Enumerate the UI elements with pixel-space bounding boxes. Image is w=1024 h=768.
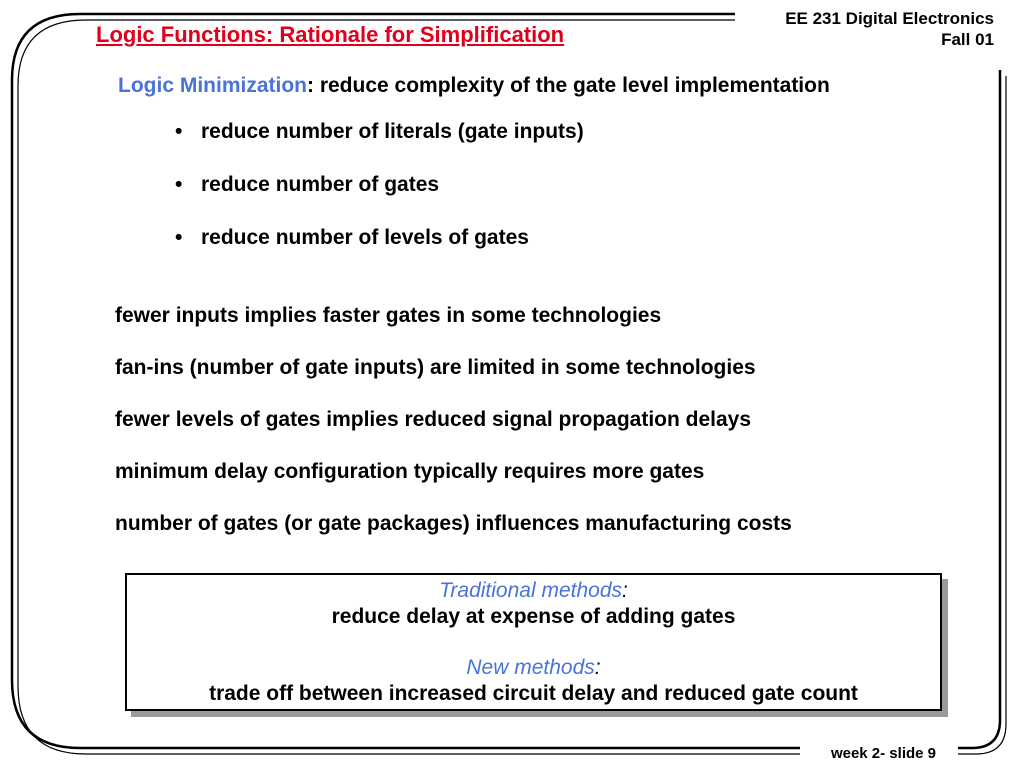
statement-item: fewer levels of gates implies reduced signal propagation delays xyxy=(115,408,752,431)
headline-text: : reduce complexity of the gate level implementation xyxy=(307,74,830,97)
list-item xyxy=(175,119,584,172)
slide-number: week 2- slide 9 xyxy=(830,745,936,762)
statement-item: fewer inputs implies faster gates in some technologies xyxy=(115,304,662,327)
bullet-icon: • xyxy=(175,173,183,196)
new-methods-heading xyxy=(127,655,940,681)
traditional-methods-text: reduce delay at expense of adding gates xyxy=(331,605,736,628)
bullet-icon: • xyxy=(175,226,183,249)
statement-list xyxy=(115,302,792,562)
traditional-methods-heading xyxy=(127,578,940,604)
headline xyxy=(118,74,830,98)
bullet-text: reduce number of gates xyxy=(201,173,440,196)
list-item xyxy=(175,225,584,278)
statement-item: fan-ins (number of gate inputs) are limited in some technologies xyxy=(115,356,756,379)
list-item xyxy=(175,172,584,225)
traditional-methods-label: Traditional methods xyxy=(439,579,623,602)
course-info xyxy=(785,8,994,50)
bullet-list xyxy=(175,119,584,278)
bullet-icon: • xyxy=(175,120,183,143)
new-methods-text: trade off between increased circuit delay and reduced gate count xyxy=(209,682,858,705)
bullet-text: reduce number of literals (gate inputs) xyxy=(201,120,584,143)
new-methods-label: New methods xyxy=(466,656,595,679)
methods-callout-box xyxy=(125,573,942,711)
slide-title: Logic Functions: Rationale for Simplification xyxy=(96,22,565,47)
new-methods-block xyxy=(127,652,940,707)
statement-item: minimum delay configuration typically requires more gates xyxy=(115,460,705,483)
new-methods-colon: : xyxy=(594,656,601,679)
traditional-methods-colon: : xyxy=(622,579,628,602)
course-term: Fall 01 xyxy=(941,30,994,49)
statement-item: number of gates (or gate packages) influences manufacturing costs xyxy=(115,512,792,535)
course-name: EE 231 Digital Electronics xyxy=(785,9,994,28)
bullet-text: reduce number of levels of gates xyxy=(201,226,529,249)
headline-term: Logic Minimization xyxy=(118,74,307,97)
traditional-methods-block xyxy=(127,575,940,630)
